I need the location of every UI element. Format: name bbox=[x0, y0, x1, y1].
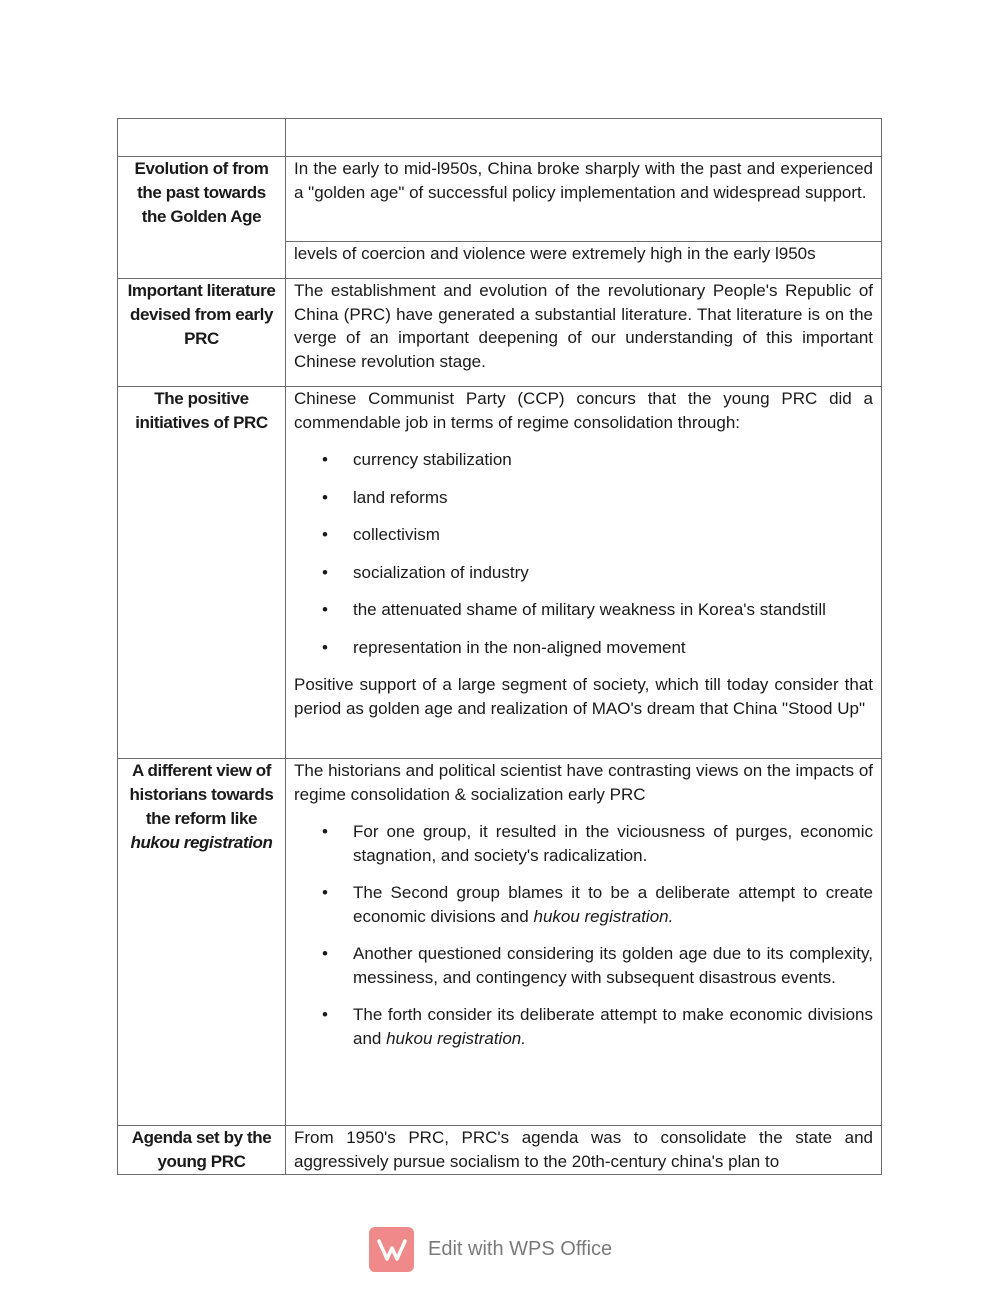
label-cell bbox=[118, 759, 286, 1126]
wps-edit-banner[interactable] bbox=[369, 1227, 612, 1272]
row-label bbox=[118, 759, 285, 855]
empty-label-cell bbox=[118, 119, 286, 157]
row-content: From 1950's PRC, PRC's agenda was to consolidate the state and aggressively pursue socialism to the 20th-century china's plan to bbox=[294, 1128, 873, 1171]
row-content: The establishment and evolution of the revolutionary People's Republic of China (PRC) have generated a substantial literature. That literature is on the verge of an important deepening of our understanding of this important Chinese revolution stage. bbox=[294, 281, 873, 371]
label-cell bbox=[118, 1126, 286, 1175]
list-item: • currency stabilization bbox=[294, 448, 873, 472]
table-row-different-view bbox=[118, 759, 882, 1126]
document-table bbox=[117, 118, 882, 1175]
table-row-literature bbox=[118, 279, 882, 387]
row-label: Agenda set by the young PRC bbox=[131, 1128, 272, 1171]
edit-with-wps-label[interactable]: Edit with WPS Office bbox=[428, 1238, 613, 1260]
row-content: In the early to mid-l950s, China broke sharply with the past and experienced a "golden age" of successful policy implementation and widespread support. bbox=[294, 159, 873, 202]
label-italic-text: hukou registration bbox=[130, 833, 273, 852]
list-item: • the attenuated shame of military weakness in Korea's standstill bbox=[294, 598, 873, 622]
content-cell bbox=[286, 1126, 882, 1175]
table-row-agenda bbox=[118, 1126, 882, 1175]
content-cell bbox=[286, 387, 882, 759]
list-item: • land reforms bbox=[294, 486, 873, 510]
list-item: • The forth consider its deliberate attempt to make economic divisions and hukou registration. bbox=[294, 1003, 873, 1050]
label-cell bbox=[118, 279, 286, 387]
content-cell bbox=[286, 157, 882, 242]
content-cell bbox=[286, 759, 882, 1126]
empty-content-cell bbox=[286, 119, 882, 157]
list-item: • For one group, it resulted in the viciousness of purges, economic stagnation, and society's radicalization. bbox=[294, 820, 873, 867]
list-item: • The Second group blames it to be a deliberate attempt to create economic divisions and hukou registration. bbox=[294, 881, 873, 928]
table-row-positive-initiatives bbox=[118, 387, 882, 759]
table-row-golden-age bbox=[118, 157, 882, 242]
list-item: • collectivism bbox=[294, 523, 873, 547]
row-label: The positive initiatives of PRC bbox=[135, 389, 268, 432]
list-item: • socialization of industry bbox=[294, 561, 873, 585]
list-item: • Another questioned considering its golden age due to its complexity, messiness, and contingency with subsequent disastrous events. bbox=[294, 942, 873, 989]
table-row-empty bbox=[118, 119, 882, 157]
bullet-list bbox=[294, 820, 873, 1050]
row-label: Important literature devised from early PRC bbox=[127, 281, 276, 348]
content-cell bbox=[286, 279, 882, 387]
list-item: • representation in the non-aligned movement bbox=[294, 636, 873, 660]
row-content: The historians and political scientist have contrasting views on the impacts of regime consolidation & socialization early PRC bbox=[294, 761, 873, 804]
label-cell bbox=[118, 157, 286, 279]
row-content: Chinese Communist Party (CCP) concurs that the young PRC did a commendable job in terms of regime consolidation through: bbox=[294, 389, 873, 432]
wps-office-logo-icon bbox=[369, 1227, 414, 1272]
closing-paragraph: Positive support of a large segment of society, which till today consider that period as golden age and realization of MAO's dream that China "Stood Up" bbox=[294, 675, 873, 718]
content-cell bbox=[286, 241, 882, 278]
label-text: A different view of historians towards the reform like bbox=[129, 761, 274, 828]
row-subcontent: levels of coercion and violence were extremely high in the early l950s bbox=[294, 243, 816, 263]
label-cell bbox=[118, 387, 286, 759]
row-label: Evolution of from the past towards the Golden Age bbox=[134, 159, 269, 226]
bullet-list bbox=[294, 448, 873, 659]
